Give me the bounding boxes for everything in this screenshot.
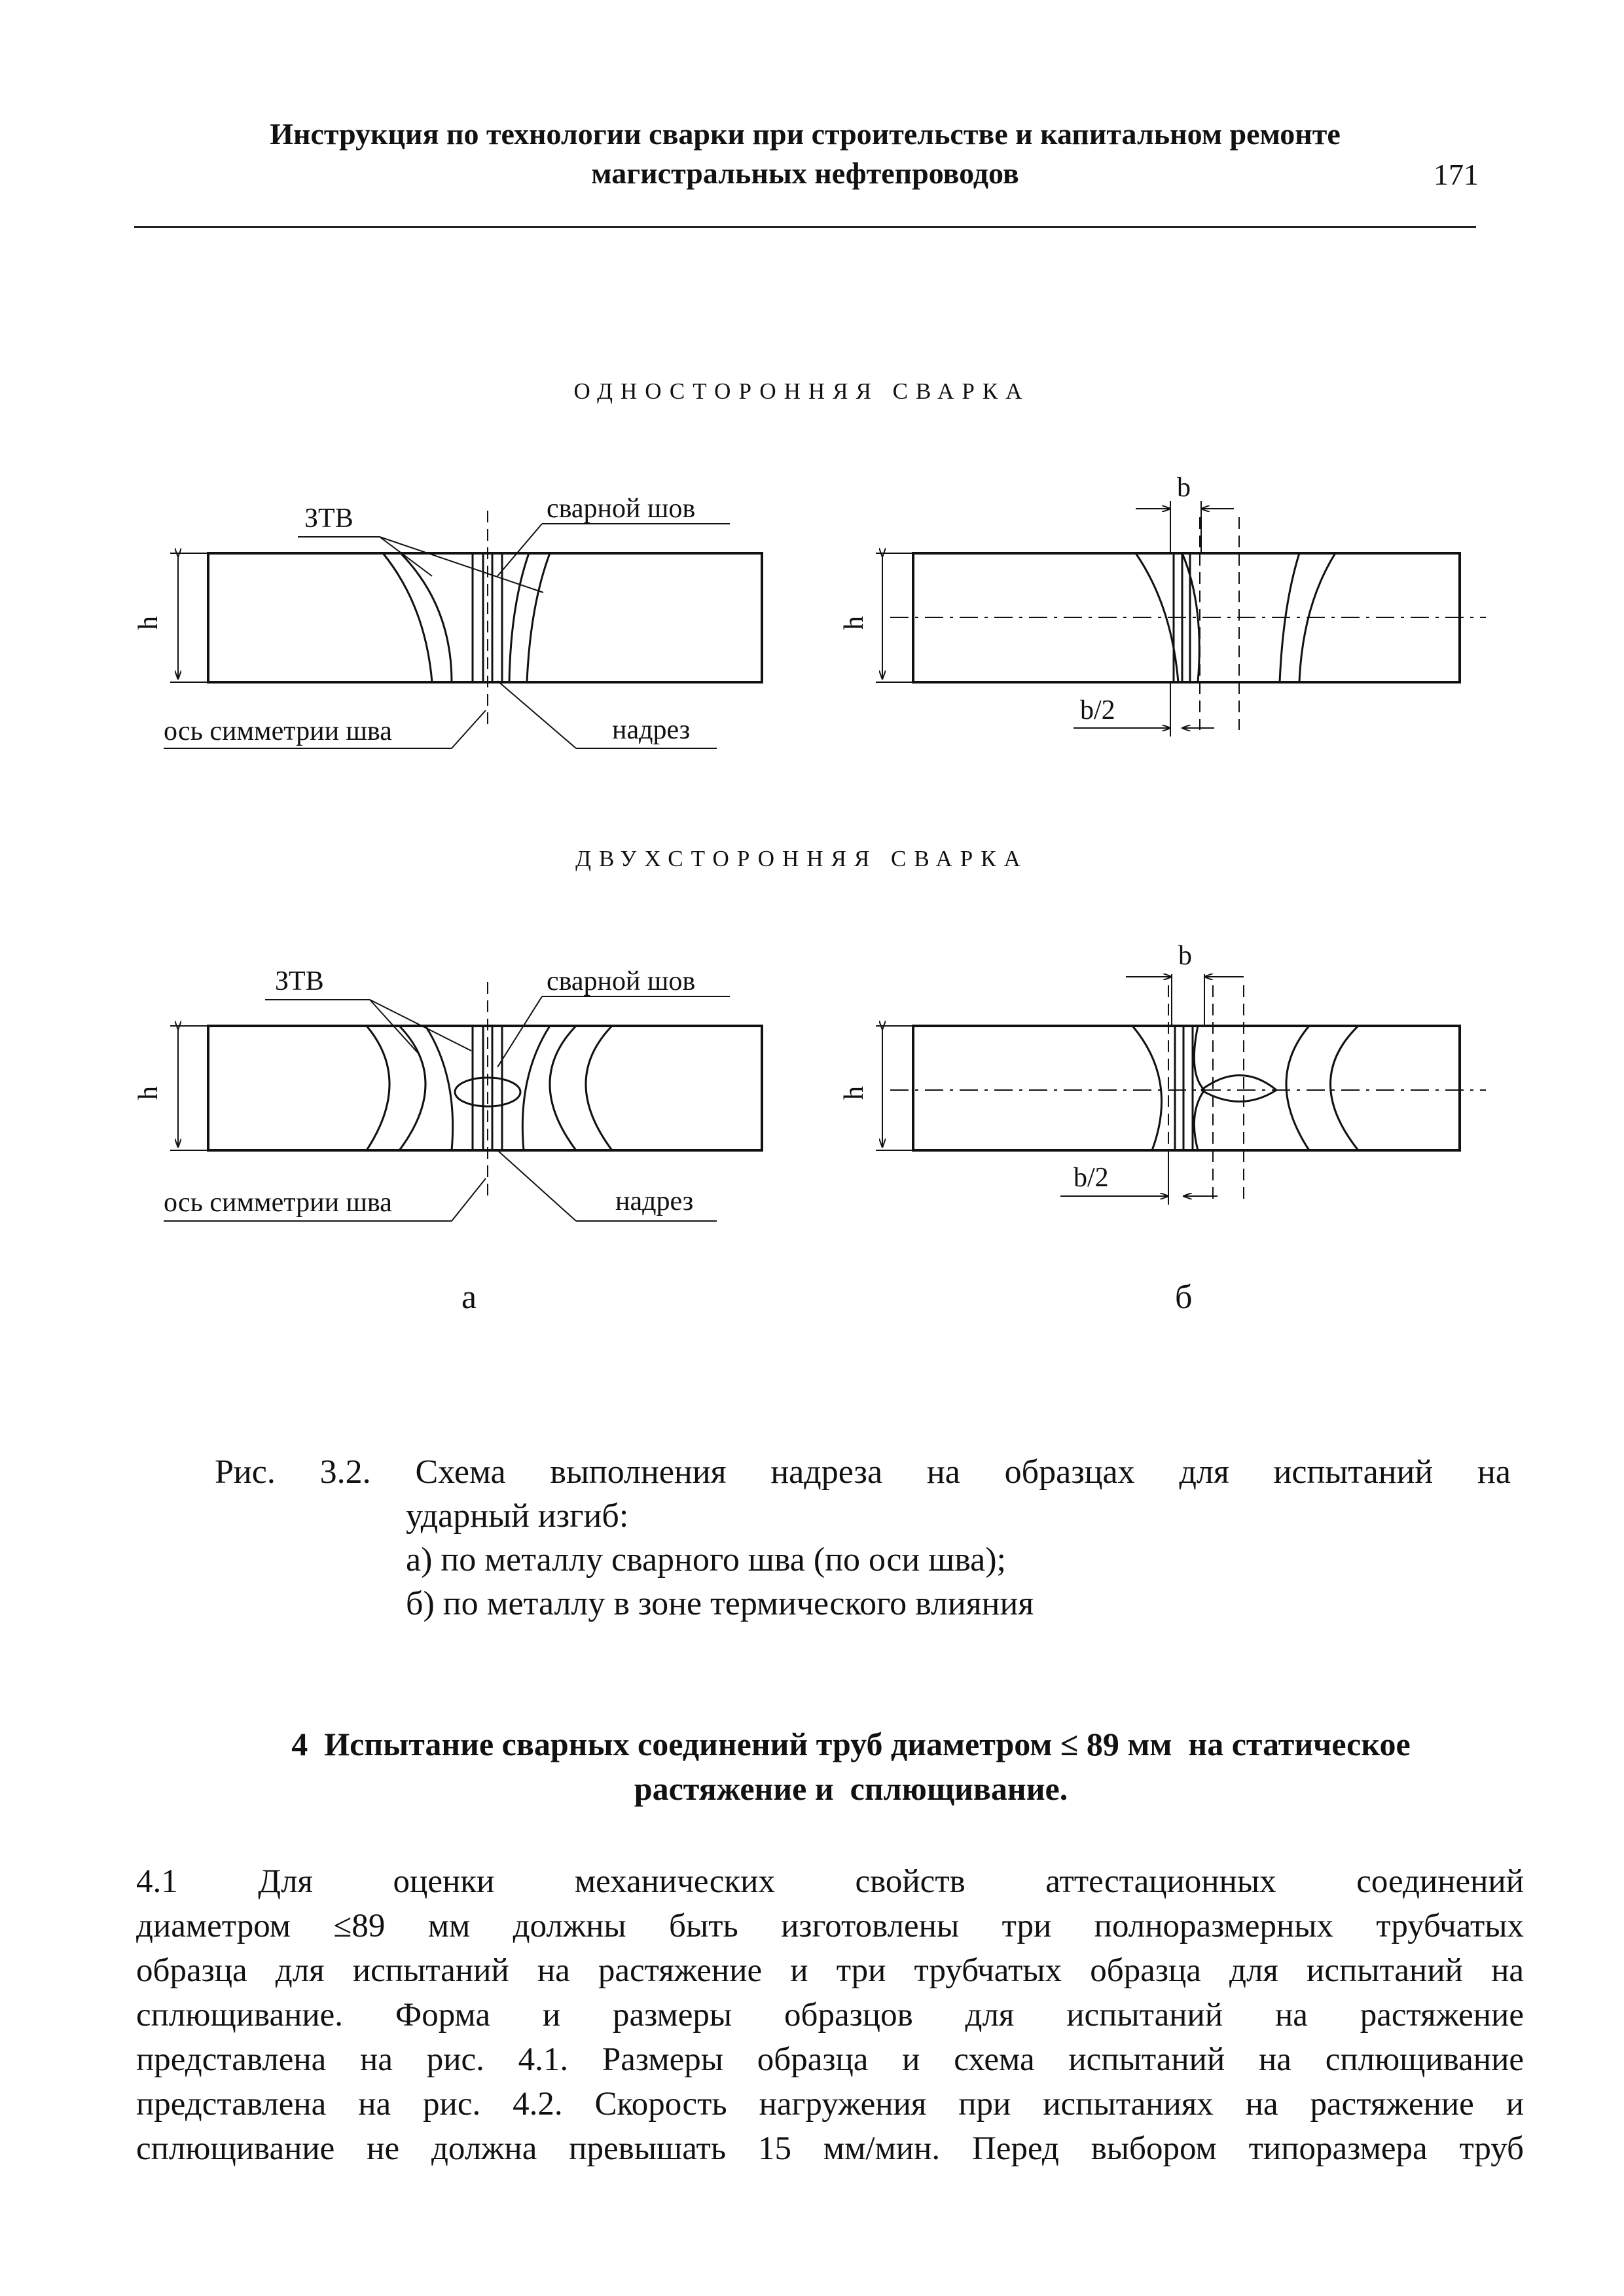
caption-line-2: ударный изгиб: bbox=[406, 1497, 629, 1535]
label-h: h bbox=[134, 1086, 164, 1100]
paragraph-line: сплющивание. Форма и размеры образцов для испытаний на растяжение bbox=[136, 1997, 1524, 2033]
specimen-rect bbox=[913, 1026, 1460, 1150]
caption-word: на bbox=[926, 1453, 960, 1491]
label-h: h bbox=[839, 1086, 869, 1100]
label-h: h bbox=[839, 616, 869, 630]
caption-line-4: б) по металлу в зоне термического влияния bbox=[406, 1585, 1034, 1622]
page-number: 171 bbox=[1434, 158, 1479, 191]
section-label-two-sided: ДВУХСТОРОННЯЯ СВАРКА bbox=[575, 846, 1028, 871]
diagram-one-sided-a bbox=[164, 511, 762, 748]
sub-label-a: а bbox=[461, 1279, 477, 1316]
paragraph-line: сплющивание не должна превышать 15 мм/мин. Перед выбором типоразмера труб bbox=[136, 2130, 1524, 2167]
label-ztv: ЗТВ bbox=[304, 503, 353, 534]
label-axis: ось симметрии шва bbox=[164, 716, 392, 746]
caption-word: образцах bbox=[1004, 1453, 1135, 1491]
caption-word: надреза bbox=[770, 1453, 883, 1491]
paragraph-line: представлена на рис. 4.2. Скорость нагружения при испытаниях на растяжение и bbox=[136, 2086, 1524, 2123]
caption-line-1 bbox=[215, 1450, 1511, 1494]
header-line-2: магистральных нефтепроводов bbox=[591, 156, 1019, 190]
diagram-two-sided-a bbox=[164, 982, 762, 1221]
paragraph-line: диаметром ≤89 мм должны быть изготовлены три полноразмерных трубчатых bbox=[136, 1908, 1524, 1944]
caption-word: 3.2. bbox=[319, 1453, 371, 1491]
label-weld-seam: сварной шов bbox=[547, 494, 696, 524]
paragraph-line: 4.1 Для оценки механических свойств аттестационных соединений bbox=[136, 1863, 1524, 1900]
diagram-two-sided-b bbox=[876, 974, 1486, 1205]
label-h: h bbox=[134, 616, 164, 630]
body-paragraph bbox=[136, 1859, 1524, 2171]
label-notch: надрез bbox=[612, 715, 691, 745]
label-b-half: b/2 bbox=[1074, 1163, 1109, 1193]
paragraph-line: представлена на рис. 4.1. Размеры образца и схема испытаний на сплющивание bbox=[136, 2041, 1524, 2078]
caption-word: на bbox=[1477, 1453, 1511, 1491]
section-heading bbox=[157, 1722, 1545, 1811]
caption-line-3: а) по металлу сварного шва (по оси шва); bbox=[406, 1541, 1006, 1578]
label-b-half: b/2 bbox=[1080, 695, 1115, 725]
label-axis: ось симметрии шва bbox=[164, 1188, 392, 1218]
label-b: b bbox=[1178, 941, 1192, 971]
caption-word: испытаний bbox=[1273, 1453, 1434, 1491]
label-b: b bbox=[1177, 473, 1191, 503]
label-ztv: ЗТВ bbox=[275, 966, 324, 996]
label-notch: надрез bbox=[615, 1186, 694, 1216]
caption-word: для bbox=[1179, 1453, 1229, 1491]
caption-word: Схема bbox=[415, 1453, 506, 1491]
caption-word: выполнения bbox=[550, 1453, 727, 1491]
section-heading-line-2: растяжение и сплющивание. bbox=[634, 1770, 1068, 1807]
sub-label-b: б bbox=[1175, 1279, 1193, 1316]
specimen-rect bbox=[208, 1026, 762, 1150]
figure-caption bbox=[215, 1450, 1511, 1626]
paragraph-line: образца для испытаний на растяжение и три трубчатых образца для испытаний на bbox=[136, 1952, 1524, 1989]
diagram-one-sided-b bbox=[876, 501, 1486, 737]
label-weld-seam: сварной шов bbox=[547, 966, 696, 996]
section-label-one-sided: ОДНОСТОРОННЯЯ СВАРКА bbox=[573, 378, 1030, 404]
section-heading-line-1: 4 Испытание сварных соединений труб диаметром ≤ 89 мм на статическое bbox=[291, 1726, 1411, 1762]
caption-word: Рис. bbox=[215, 1453, 276, 1491]
header-line-1: Инструкция по технологии сварки при строительстве и капитальном ремонте bbox=[270, 117, 1341, 151]
